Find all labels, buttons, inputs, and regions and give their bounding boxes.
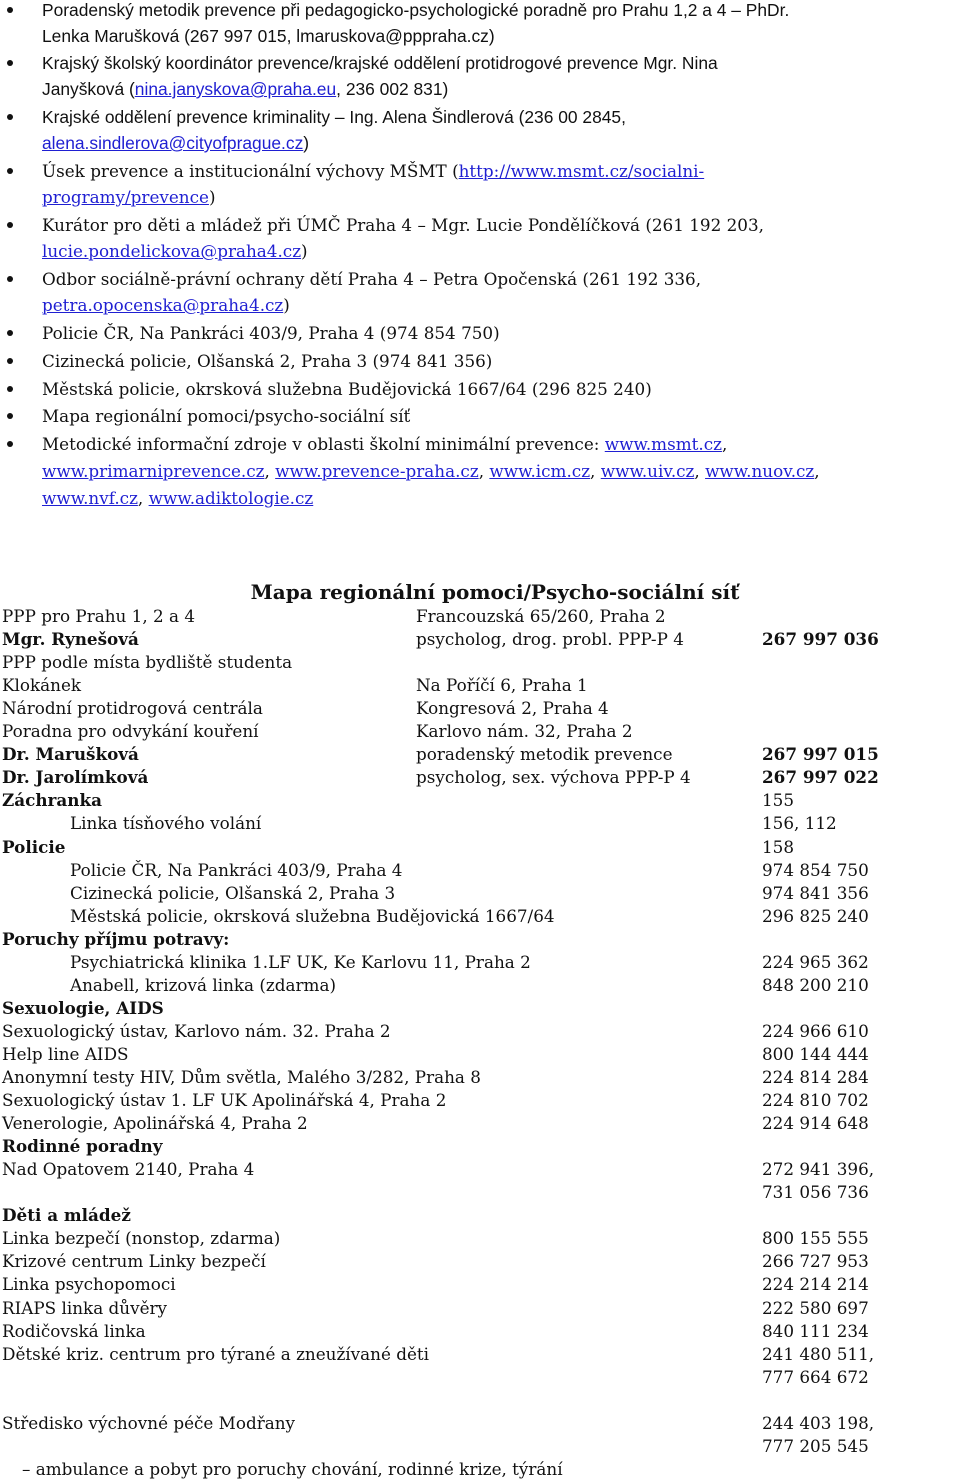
row-phone: 800 155 555 [762, 1228, 869, 1249]
table-row [0, 1273, 960, 1296]
row-label: Policie ČR, Na Pankráci 403/9, Praha 4 [70, 859, 403, 880]
table-row [0, 628, 960, 651]
row-label: Středisko výchovné péče Modřany [2, 1412, 296, 1433]
table-row [0, 882, 960, 905]
row-label: Poruchy příjmu potravy: [2, 928, 230, 949]
table-row [0, 1066, 960, 1089]
bullet-3-line-2: alena.sindlerova@cityofprague.cz) [42, 133, 310, 153]
row-phone: 244 403 198, [762, 1412, 875, 1433]
table-row [0, 1135, 960, 1158]
row-phone: 731 056 736 [762, 1182, 869, 1203]
msmt-prevence-link-cont[interactable]: programy/prevence [42, 187, 209, 207]
row-phone: 158 [762, 836, 795, 857]
row-phone: 800 144 444 [762, 1043, 869, 1064]
row-phone: 840 111 234 [762, 1320, 869, 1341]
row-label: Mgr. Rynešová [2, 629, 139, 650]
table-row [0, 1343, 960, 1366]
email-opocenska-link[interactable]: petra.opocenska@praha4.cz [42, 295, 284, 315]
table-row [0, 1181, 960, 1204]
table-row [0, 1412, 960, 1435]
row-detail: Karlovo nám. 32, Praha 2 [416, 721, 633, 742]
row-phone: 241 480 511, [762, 1343, 875, 1364]
row-label: Poradna pro odvykání kouření [2, 721, 259, 742]
bullet-5-line-2: lucie.pondelickova@praha4.cz) [42, 241, 308, 261]
bullet-4-line-1: Úsek prevence a institucionální výchovy MŠMT (http://www.msmt.cz/socialni- [42, 161, 705, 181]
row-phone: 974 841 356 [762, 882, 869, 903]
row-phone: 777 664 672 [762, 1366, 869, 1387]
table-row [0, 1320, 960, 1343]
bullet-dot [7, 441, 13, 447]
row-phone: 974 854 750 [762, 859, 869, 880]
bullet-11-line-1: Metodické informační zdroje v oblasti školní minimální prevence: www.msmt.cz, [42, 434, 728, 454]
row-label: Rodičovská linka [2, 1320, 146, 1341]
table-row [0, 951, 960, 974]
email-janyskova-link[interactable]: nina.janyskova@praha.eu [134, 79, 337, 99]
table-row [0, 1158, 960, 1181]
bullet-dot [7, 114, 13, 120]
bullet-11-line-3: www.nvf.cz, www.adiktologie.cz [42, 488, 314, 508]
row-phone: 267 997 036 [762, 629, 879, 650]
email-pondelickova-link[interactable]: lucie.pondelickova@praha4.cz [42, 241, 302, 261]
table-row [0, 859, 960, 882]
row-label: Venerologie, Apolinářská 4, Praha 2 [2, 1113, 308, 1134]
icm-link[interactable]: www.icm.cz [489, 461, 591, 481]
bullet-dot [7, 413, 13, 419]
table-row [0, 605, 960, 628]
bullet-4-line-2: programy/prevence) [42, 187, 216, 207]
table-row [0, 743, 960, 766]
table-row [0, 766, 960, 789]
bullet-11-line-2: www.primarniprevence.cz, www.prevence-praha.cz, www.icm.cz, www.uiv.cz, www.nuov.cz, [42, 461, 820, 481]
bullet-8: Cizinecká policie, Olšanská 2, Praha 3 (974 841 356) [42, 351, 493, 371]
table-row [0, 651, 960, 674]
table-row [0, 1389, 960, 1412]
bullet-dot [7, 168, 13, 174]
table-row [0, 789, 960, 812]
row-label: PPP pro Prahu 1, 2 a 4 [2, 606, 196, 626]
row-phone: 848 200 210 [762, 974, 869, 995]
table-row [0, 974, 960, 997]
msmt-link[interactable]: www.msmt.cz [604, 434, 722, 454]
row-phone: 267 997 015 [762, 744, 879, 765]
bullet-10: Mapa regionální pomoci/psycho-sociální síť [42, 406, 411, 426]
row-label: Sexuologický ústav 1. LF UK Apolinářská 4, Praha 2 [2, 1090, 447, 1111]
row-phone: 224 965 362 [762, 951, 869, 972]
row-phone: 156, 112 [762, 813, 837, 834]
row-phone: 224 814 284 [762, 1067, 869, 1087]
table-row [0, 997, 960, 1020]
row-phone: 222 580 697 [762, 1297, 869, 1318]
bullet-dot [7, 222, 13, 228]
table-row [0, 1458, 960, 1481]
row-phone: 296 825 240 [762, 905, 869, 926]
row-label: Krizové centrum Linky bezpečí [2, 1251, 266, 1272]
row-label: Help line AIDS [2, 1043, 129, 1064]
row-label: Národní protidrogová centrála [2, 698, 263, 719]
row-label: Nad Opatovem 2140, Praha 4 [2, 1159, 255, 1180]
table-row [0, 1250, 960, 1273]
row-detail: psycholog, drog. probl. PPP-P 4 [416, 629, 684, 650]
table-row [0, 812, 960, 835]
row-label: Děti a mládež [2, 1205, 131, 1226]
table-row [0, 697, 960, 720]
row-phone: 272 941 396, [762, 1159, 875, 1180]
row-label: Záchranka [2, 790, 102, 811]
adiktologie-link[interactable]: www.adiktologie.cz [148, 488, 314, 508]
row-phone: 155 [762, 790, 795, 811]
row-label: Cizinecká policie, Olšanská 2, Praha 3 [70, 882, 396, 903]
row-label: PPP podle místa bydliště studenta [2, 652, 293, 673]
bullet-1-line-1: Poradenský metodik prevence při pedagogicko-psychologické poradně pro Prahu 1,2 a 4 – PhDr. [42, 0, 790, 20]
bullet-5-line-1: Kurátor pro děti a mládež při ÚMČ Praha 4 – Mgr. Lucie Pondělíčková (261 192 203, [42, 215, 764, 235]
row-label: Policie [2, 836, 66, 857]
bullet-9: Městská policie, okrsková služebna Budějovická 1667/64 (296 825 240) [42, 379, 652, 399]
prevence-praha-link[interactable]: www.prevence-praha.cz [275, 461, 479, 481]
table-row [0, 1435, 960, 1458]
table-row [0, 674, 960, 697]
row-phone: 224 810 702 [762, 1090, 869, 1111]
table-row [0, 1297, 960, 1320]
bullet-dot [7, 330, 13, 336]
row-label: Sexuologie, AIDS [2, 997, 164, 1018]
row-label: RIAPS linka důvěry [2, 1297, 168, 1318]
row-detail: Kongresová 2, Praha 4 [416, 698, 609, 719]
row-phone: 224 966 610 [762, 1020, 869, 1041]
row-phone: 224 914 648 [762, 1113, 869, 1134]
bullet-dot [7, 7, 13, 13]
row-label: Anabell, krizová linka (zdarma) [70, 974, 337, 995]
row-detail: Francouzská 65/260, Praha 2 [416, 606, 666, 626]
row-phone: 777 205 545 [762, 1435, 869, 1456]
row-label: Linka bezpečí (nonstop, zdarma) [2, 1228, 281, 1249]
row-label: Klokánek [2, 675, 82, 696]
row-label: Rodinné poradny [2, 1136, 163, 1157]
msmt-prevence-link[interactable]: http://www.msmt.cz/socialni- [458, 161, 705, 181]
nuov-link[interactable]: www.nuov.cz [705, 461, 815, 481]
row-label: Linka psychopomoci [2, 1274, 176, 1295]
row-phone: 267 997 022 [762, 767, 879, 788]
table-row [0, 928, 960, 951]
primarniprevence-link[interactable]: www.primarniprevence.cz [42, 461, 265, 481]
table-row [0, 905, 960, 928]
section-title: Mapa regionální pomoci/Psycho-sociální síť [250, 580, 740, 604]
table-row [0, 1204, 960, 1227]
row-phone: 266 727 953 [762, 1251, 869, 1272]
row-label: – ambulance a pobyt pro poruchy chování, rodinné krize, týrání [22, 1458, 563, 1479]
row-phone: 224 214 214 [762, 1274, 869, 1295]
row-label: Anonymní testy HIV, Dům světla, Malého 3/282, Praha 8 [2, 1067, 481, 1087]
row-label: Sexuologický ústav, Karlovo nám. 32. Praha 2 [2, 1020, 391, 1041]
table-row [0, 1043, 960, 1066]
nvf-link[interactable]: www.nvf.cz [42, 488, 138, 508]
bullet-1-line-2: Lenka Marušková (267 997 015, lmaruskova@pppraha.cz) [42, 26, 495, 46]
bullet-2-line-1: Krajský školský koordinátor prevence/krajské oddělení protidrogové prevence Mgr. Nina [42, 53, 718, 73]
email-sindlerova-link[interactable]: alena.sindlerova@cityofprague.cz [42, 133, 304, 153]
bullet-dot [7, 60, 13, 66]
bullet-6-line-1: Odbor sociálně-právní ochrany dětí Praha 4 – Petra Opočenská (261 192 336, [42, 269, 702, 289]
bullet-3-line-1: Krajské oddělení prevence kriminality – Ing. Alena Šindlerová (236 00 2845, [42, 107, 626, 127]
uiv-link[interactable]: www.uiv.cz [600, 461, 695, 481]
email-maruskova: lmaruskova@pppraha.cz [296, 26, 489, 46]
bullet-2-line-2: Janyšková (nina.janyskova@praha.eu, 236 002 831) [42, 79, 449, 99]
row-detail: Na Poříčí 6, Praha 1 [416, 675, 588, 696]
table-row [0, 836, 960, 859]
table-row [0, 1089, 960, 1112]
bullet-6-line-2: petra.opocenska@praha4.cz) [42, 295, 290, 315]
row-detail: poradenský metodik prevence [416, 744, 673, 765]
bullet-dot [7, 276, 13, 282]
table-row [0, 1227, 960, 1250]
bullet-dot [7, 386, 13, 392]
bullet-7: Policie ČR, Na Pankráci 403/9, Praha 4 (974 854 750) [42, 323, 500, 343]
table-row [0, 1020, 960, 1043]
table-row [0, 1366, 960, 1389]
table-row [0, 720, 960, 743]
table-row [0, 1112, 960, 1135]
row-label: Dětské kriz. centrum pro týrané a zneužívané děti [2, 1343, 430, 1364]
row-label: Dr. Jarolímková [2, 767, 149, 788]
row-detail: psycholog, sex. výchova PPP-P 4 [416, 767, 691, 788]
bullet-dot [7, 358, 13, 364]
row-label: Psychiatrická klinika 1.LF UK, Ke Karlovu 11, Praha 2 [70, 951, 531, 972]
row-label: Dr. Marušková [2, 744, 139, 765]
row-label: Linka tísňového volání [70, 813, 262, 834]
row-label: Městská policie, okrsková služebna Budějovická 1667/64 [70, 905, 555, 926]
